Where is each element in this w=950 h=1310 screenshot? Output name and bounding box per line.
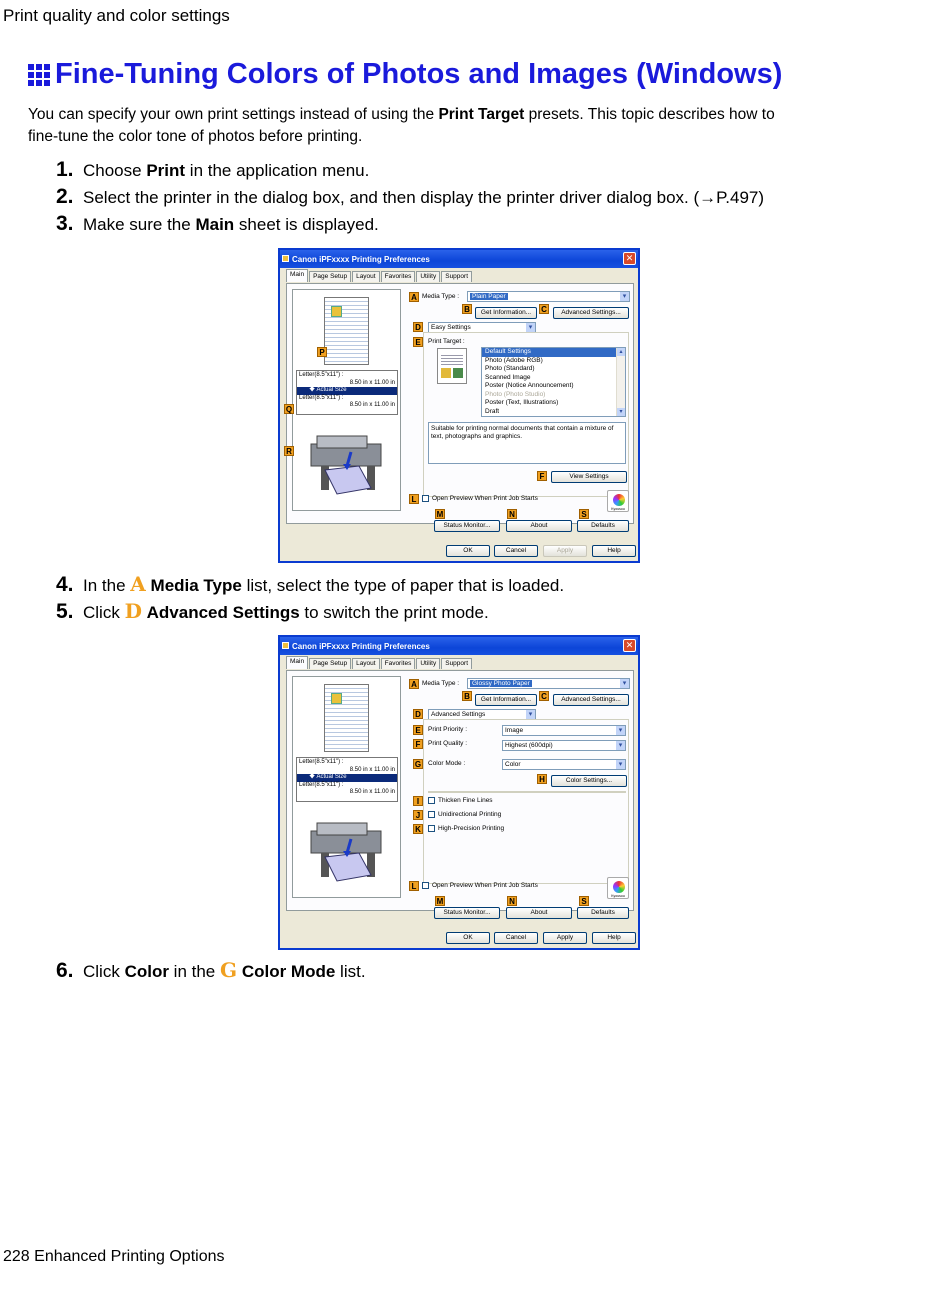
step-text: Click: [83, 603, 125, 622]
callout-i: I: [413, 796, 423, 806]
mode-select[interactable]: Advanced Settings ▾: [428, 709, 536, 720]
status-monitor-button[interactable]: Status Monitor...: [434, 520, 500, 532]
tab-utility[interactable]: Utility: [416, 271, 440, 282]
close-icon[interactable]: ✕: [623, 252, 636, 265]
callout-f: F: [537, 471, 547, 481]
ok-button[interactable]: OK: [446, 545, 490, 557]
print-target-icon: [437, 348, 467, 384]
step-bold: Print: [146, 161, 186, 180]
print-quality-select[interactable]: Highest (600dpi) ▾: [502, 740, 626, 751]
high-precision-printing-checkbox[interactable]: [428, 825, 504, 832]
paper-line: 8.50 in x 11.00 in: [349, 789, 395, 795]
callout-b: B: [462, 304, 472, 314]
tab-main[interactable]: Main: [286, 269, 308, 282]
callout-a: A: [409, 292, 419, 302]
canon-logo-icon: [607, 490, 629, 512]
step-text-mid: in the: [168, 962, 220, 981]
about-button[interactable]: About: [506, 520, 572, 532]
callout-letter: G: [220, 958, 238, 982]
tab-strip: [286, 658, 473, 669]
print-quality-label: Print Quality :: [428, 740, 468, 747]
main-panel: [286, 670, 634, 911]
paper-size-info: [296, 370, 398, 415]
dialog-title-bar: [280, 250, 638, 268]
intro-text-2: presets. This topic describes how to fine-tune the color tone of photos before printing.: [28, 106, 775, 145]
tab-utility[interactable]: Utility: [416, 658, 440, 669]
print-target-option[interactable]: Default Settings: [482, 348, 625, 357]
callout-letter: A: [130, 572, 146, 596]
grid-icon: [28, 64, 50, 86]
thicken-fine-lines-checkbox[interactable]: [428, 797, 493, 804]
step-bold: Color: [124, 962, 169, 981]
printing-preferences-dialog-easy: [278, 248, 640, 563]
step-text-post: list.: [335, 962, 366, 981]
callout-a: A: [409, 679, 419, 689]
tab-support[interactable]: Support: [441, 658, 472, 669]
paper-line: Letter(8.5"x11") :: [299, 781, 344, 788]
callout-r: R: [284, 446, 294, 456]
print-target-option[interactable]: Poster (Text, Illustrations): [485, 399, 559, 406]
print-target-option[interactable]: Photo (Standard): [485, 365, 535, 372]
preview-pane: [292, 289, 401, 511]
callout-h: H: [537, 774, 547, 784]
open-preview-checkbox[interactable]: [422, 495, 538, 502]
actual-size-row: 🡇 Actual Size: [297, 387, 397, 395]
callout-d: D: [413, 322, 423, 332]
step-text: Make sure the: [83, 215, 196, 234]
color-settings-button[interactable]: Color Settings...: [551, 775, 627, 787]
callout-m: M: [436, 897, 444, 906]
step-bold: Advanced Settings: [146, 603, 300, 622]
tab-favorites[interactable]: Favorites: [381, 658, 416, 669]
color-mode-label: Color Mode :: [428, 760, 466, 767]
step-number: 5.: [56, 600, 74, 623]
canon-logo-text: Kyousou: [611, 894, 625, 898]
title-row: [28, 58, 782, 91]
canon-logo-text: Kyousou: [611, 507, 625, 511]
media-type-select[interactable]: [467, 291, 630, 302]
preview-pane: [292, 676, 401, 898]
open-preview-label: Open Preview When Print Job Starts: [432, 882, 538, 889]
callout-c: C: [539, 304, 549, 314]
high-precision-label: High-Precision Printing: [438, 825, 505, 832]
defaults-button[interactable]: Defaults: [577, 520, 629, 532]
callout-l: L: [409, 881, 419, 891]
actual-size-row: 🡇 Actual Size: [297, 774, 397, 782]
paper-line: Letter(8.5"x11") :: [299, 759, 344, 765]
intro-paragraph: [28, 104, 808, 148]
callout-g: G: [414, 760, 422, 769]
step-6: [56, 958, 366, 983]
tab-layout[interactable]: Layout: [352, 271, 380, 282]
step-bold: Main: [195, 215, 235, 234]
color-mode-select[interactable]: Color ▾: [502, 759, 626, 770]
open-preview-checkbox[interactable]: [422, 882, 538, 889]
step-number: 6.: [56, 959, 74, 982]
step-text-post: sheet is displayed.: [234, 215, 379, 234]
close-icon[interactable]: ✕: [623, 639, 636, 652]
tab-support[interactable]: Support: [441, 271, 472, 282]
tab-page-setup[interactable]: Page Setup: [309, 271, 351, 282]
intro-text: You can specify your own print settings instead of using the: [28, 106, 439, 123]
actual-size-label: Actual Size: [316, 387, 347, 393]
tab-page-setup[interactable]: Page Setup: [309, 658, 351, 669]
printing-preferences-dialog-advanced: [278, 635, 640, 950]
cancel-button[interactable]: Cancel: [494, 932, 538, 944]
callout-m: M: [436, 510, 444, 519]
tab-layout[interactable]: Layout: [352, 658, 380, 669]
callout-s: S: [579, 509, 589, 519]
about-button[interactable]: About: [506, 907, 572, 919]
advanced-settings-button[interactable]: Advanced Settings...: [553, 694, 629, 706]
open-preview-label: Open Preview When Print Job Starts: [432, 495, 538, 502]
main-panel: [286, 283, 634, 524]
page-preview: [324, 684, 369, 752]
page-preview: [324, 297, 369, 365]
tab-main[interactable]: Main: [286, 656, 308, 669]
step-5: [56, 599, 489, 624]
step-number: 4.: [56, 573, 74, 596]
get-information-button[interactable]: Get Information...: [475, 694, 537, 706]
print-target-description: Suitable for printing normal documents that contain a mixture of text, photographs and graphics.: [428, 422, 626, 464]
callout-c: C: [539, 691, 549, 701]
view-settings-button[interactable]: View Settings: [551, 471, 627, 483]
page-title: Fine-Tuning Colors of Photos and Images (Windows): [55, 58, 783, 90]
step-text-post: in the application menu.: [185, 161, 370, 180]
callout-p: P: [317, 347, 327, 357]
dialog-title: Canon iPFxxxx Printing Preferences: [292, 641, 430, 651]
callout-q: Q: [285, 405, 293, 414]
callout-k: K: [413, 824, 423, 834]
step-text-post: list, select the type of paper that is loaded.: [241, 576, 565, 595]
step-text: Select the printer in the dialog box, and then display the printer driver dialog box. (→P.497): [83, 188, 765, 207]
print-target-option[interactable]: Poster (Notice Announcement): [485, 382, 574, 389]
intro-bold: Print Target: [438, 106, 525, 123]
step-2: [56, 185, 764, 209]
media-type-value: Glossy Photo Paper: [472, 680, 530, 687]
print-target-label: Print Target :: [428, 338, 465, 345]
tab-strip: [286, 271, 473, 282]
callout-e: E: [413, 337, 423, 347]
cancel-button[interactable]: Cancel: [494, 545, 538, 557]
step-bold-2: Color Mode: [241, 962, 336, 981]
print-target-option[interactable]: Photo (Adobe RGB): [485, 356, 543, 364]
callout-n: N: [507, 509, 517, 519]
print-priority-select[interactable]: Image ▾: [502, 725, 626, 736]
callout-d: D: [413, 709, 423, 719]
defaults-button[interactable]: Defaults: [577, 907, 629, 919]
callout-b: B: [462, 691, 472, 701]
media-type-select[interactable]: [467, 678, 630, 689]
step-text: Choose: [83, 161, 147, 180]
help-button[interactable]: Help: [592, 932, 636, 944]
thicken-label: Thicken Fine Lines: [438, 797, 493, 804]
status-monitor-button[interactable]: Status Monitor...: [434, 907, 500, 919]
step-number: 2.: [56, 185, 74, 208]
paper-line: Letter(8.5"x11") :: [299, 394, 344, 401]
media-type-label: Media Type :: [422, 680, 460, 687]
apply-button[interactable]: Apply: [543, 932, 587, 944]
advanced-settings-button[interactable]: Advanced Settings...: [553, 307, 629, 319]
step-bold: Media Type: [150, 576, 242, 595]
callout-s: S: [579, 896, 589, 906]
mode-select[interactable]: Easy Settings ▾: [428, 322, 536, 333]
get-information-button[interactable]: Get Information...: [475, 307, 537, 319]
step-text: Click: [83, 962, 125, 981]
actual-size-label: Actual Size: [316, 774, 347, 780]
printer-illustration: [307, 426, 387, 498]
dialog-title-bar: [280, 637, 638, 655]
step-number: 3.: [56, 212, 74, 235]
unidirectional-label: Unidirectional Printing: [438, 811, 502, 818]
print-target-option[interactable]: Scanned Image: [485, 373, 531, 381]
print-target-list[interactable]: [481, 347, 626, 417]
callout-letter: D: [124, 599, 142, 623]
printer-app-icon: [282, 255, 289, 262]
page-footer: 228 Enhanced Printing Options: [3, 1248, 225, 1265]
callout-j: J: [413, 810, 423, 820]
step-text: In the: [83, 576, 131, 595]
paper-line: 8.50 in x 11.00 in: [349, 766, 395, 773]
tab-favorites[interactable]: Favorites: [381, 271, 416, 282]
apply-button: Apply: [543, 545, 587, 557]
ok-button[interactable]: OK: [446, 932, 490, 944]
step-3: [56, 212, 379, 236]
unidirectional-printing-checkbox[interactable]: [428, 811, 501, 818]
printer-illustration: [307, 813, 387, 885]
step-text-post: to switch the print mode.: [299, 603, 489, 622]
step-4: [56, 572, 564, 597]
print-target-option[interactable]: Draft: [485, 407, 500, 415]
paper-line: 8.50 in x 11.00 in: [349, 402, 395, 408]
running-head: Print quality and color settings: [3, 6, 230, 25]
media-type-label: Media Type :: [422, 293, 460, 300]
media-type-value: Plain Paper: [472, 293, 506, 300]
paper-size-info: [296, 757, 398, 802]
canon-logo-icon: [607, 877, 629, 899]
callout-l: L: [409, 494, 419, 504]
dialog-title: Canon iPFxxxx Printing Preferences: [292, 254, 430, 264]
step-1: [56, 158, 369, 182]
callout-e: E: [413, 725, 423, 735]
paper-line: 8.50 in x 11.00 in: [349, 379, 395, 386]
help-button[interactable]: Help: [592, 545, 636, 557]
paper-line: Letter(8.5"x11") :: [299, 372, 344, 378]
callout-n: N: [507, 896, 517, 906]
step-number: 1.: [56, 158, 74, 181]
callout-f: F: [413, 739, 423, 749]
printer-app-icon: [282, 642, 289, 649]
list-scrollbar[interactable]: [616, 348, 625, 416]
divider: [428, 791, 626, 793]
print-target-option: Photo (Photo Studio): [485, 390, 546, 398]
print-priority-label: Print Priority :: [428, 726, 468, 733]
